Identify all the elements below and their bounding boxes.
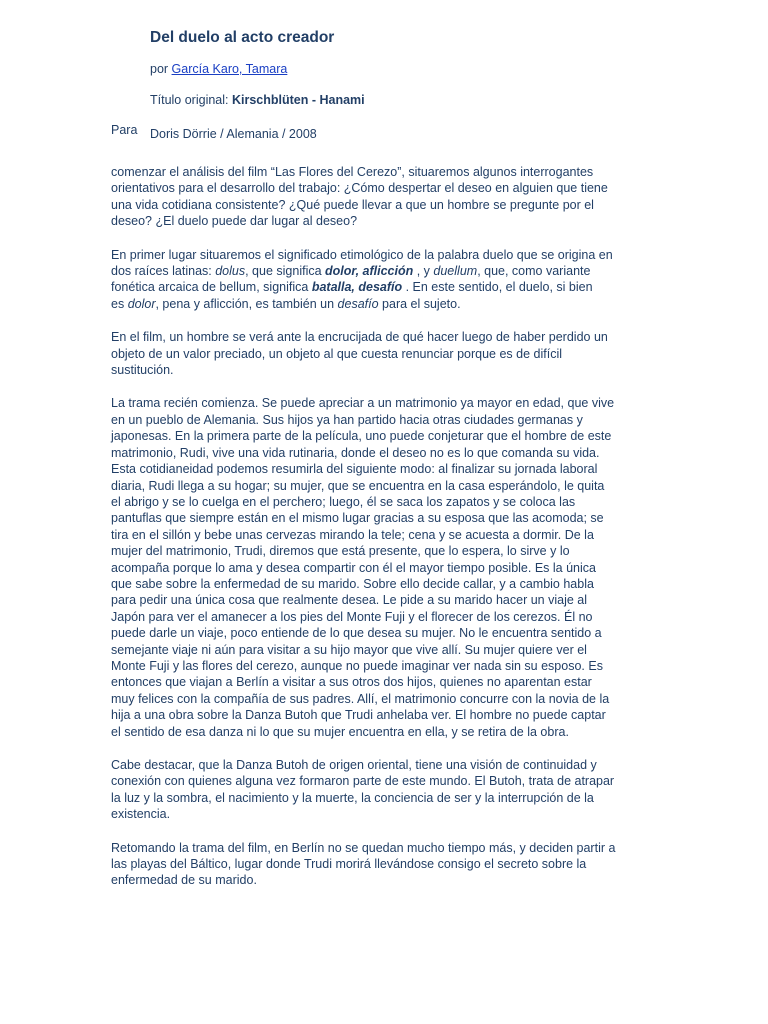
text-segment: es — [111, 296, 128, 311]
body-text — [111, 164, 659, 906]
strong-emphasis: batalla, desafío — [311, 280, 403, 295]
text-line: que sabe sobre la enfermedad de su marido. Sobre ello decide callar, y a cambio habla — [111, 576, 594, 591]
paragraph-5 — [111, 757, 659, 823]
author-link[interactable]: García Karo, Tamara — [171, 62, 288, 76]
text-line: matrimonio, Rudi, vive una vida rutinaria, donde el deseo no es lo que comanda su vida. — [111, 445, 600, 460]
text-line: objeto de un valor preciado, un objeto al que cuesta renunciar porque es de difícil — [111, 346, 562, 361]
text-line: una vida cotidiana consistente? ¿Qué puede llevar a que un hombre se pregunte por el — [111, 197, 594, 212]
text-line: enfermedad de su marido. — [111, 873, 257, 888]
original-title: Kirschblüten - Hanami — [231, 93, 365, 107]
document-title: Del duelo al acto creador — [150, 29, 335, 46]
director-line: Doris Dörrie / Alemania / 2008 — [150, 127, 317, 141]
text-line: comenzar el análisis del film “Las Flores del Cerezo”, situaremos algunos interrogantes — [111, 165, 594, 179]
text-line: Monte Fuji y las flores del cerezo, aunque no puede imaginar ver nada sin su esposo. Es — [111, 658, 603, 673]
original-title-line — [150, 93, 365, 107]
emphasis: desafío — [337, 296, 379, 311]
text-line — [111, 297, 461, 311]
emphasis: dolus — [215, 264, 246, 279]
text-segment: . En este sentido, el duelo, si bien — [402, 280, 593, 295]
original-title-label: Título original: — [150, 93, 232, 107]
text-line — [111, 280, 593, 294]
text-line: semejante viaje ni aún para visitar a su hijo mayor que vive allí. Su mujer quiere ver el — [111, 642, 587, 657]
strong-emphasis: dolor, aflicción — [325, 264, 414, 279]
text-line: puede darle un viaje, poco entiende de lo que desea su mujer. No le encuentra sentido a — [111, 626, 602, 641]
text-segment: , que significa — [245, 264, 326, 279]
text-line: existencia. — [111, 807, 171, 822]
text-segment: , y — [413, 264, 434, 279]
text-segment: , pena y aflicción, es también un — [155, 296, 338, 311]
paragraph-3 — [111, 329, 659, 378]
text-line: hija a una obra sobre la Danza Butoh que Trudi anhelaba ver. El hombre no puede captar — [111, 708, 606, 723]
text-line: En el film, un hombre se verá ante la encrucijada de qué hacer luego de haber perdido un — [111, 330, 608, 345]
text-line: para pedir una única cosa que realmente desea. Le pide a su marido hacer un viaje al — [111, 593, 588, 608]
text-line: mujer del matrimonio, Trudi, diremos que está presente, que lo espera, lo sirve y lo — [111, 544, 570, 559]
text-line: orientativos para el desarrollo del trabajo: ¿Cómo despertar el deseo en alguien que tiene — [111, 181, 608, 196]
text-line: el abrigo y se lo cuelga en el perchero; luego, él se saca los zapatos y se coloca las — [111, 494, 576, 509]
text-segment: para el sujeto. — [378, 296, 461, 311]
text-line: conexión con quienes alguna vez formaron parte de este mundo. El Butoh, trata de atrapar — [111, 774, 615, 789]
text-line: las playas del Báltico, lugar donde Trudi morirá llevándose consigo el secreto sobre la — [111, 857, 587, 872]
text-segment: dos raíces latinas: — [111, 264, 216, 279]
text-line — [111, 264, 590, 278]
text-line: la luz y la sombra, el nacimiento y la muerte, la conciencia de ser y la interrupción de la — [111, 790, 594, 805]
text-line: entonces que viajan a Berlín a visitar a sus otros dos hijos, quienes no aparentan estar — [111, 675, 592, 690]
paragraph-2 — [111, 247, 659, 313]
text-line: en un pueblo de Alemania. Sus hijos ya han partido hacia otras ciudades germanas y — [111, 412, 583, 427]
emphasis: dolor — [127, 296, 156, 311]
paragraph-6 — [111, 840, 659, 889]
text-line: La trama recién comienza. Se puede apreciar a un matrimonio ya mayor en edad, que vive — [111, 396, 615, 411]
text-line: tira en el sillón y bebe unas cervezas mirando la tele; cena y se acuesta a dormir. De la — [111, 527, 594, 542]
text-line: Esta cotidianeidad podemos resumirla del siguiente modo: al finalizar su jornada laboral — [111, 462, 598, 477]
text-line: diaria, Rudi llega a su hogar; su mujer, que se encuentra en la casa esperándolo, le quita — [111, 478, 605, 493]
text-line: sustitución. — [111, 363, 174, 378]
text-line: pantuflas que siempre están en el mismo lugar gracias a su esposa que las acomoda; se — [111, 511, 604, 526]
text-line: acompaña porque lo ama y desea compartir con él el mayor tiempo posible. Es la única — [111, 560, 596, 575]
text-line: Japón para ver el amanecer a los pies del Monte Fuji y el florecer de los cerezos. Él no — [111, 609, 593, 624]
text-line: En primer lugar situaremos el significado etimológico de la palabra duelo que se origina en — [111, 247, 613, 262]
text-line: deseo? ¿El duelo puede dar lugar al deseo? — [111, 214, 358, 229]
para-word: Para — [111, 123, 138, 137]
text-segment: , que, como variante — [477, 264, 591, 279]
paragraph-1 — [111, 164, 659, 230]
emphasis: duellum — [433, 264, 478, 279]
text-line: muy felices con la compañía de sus padres. Allí, el matrimonio concurre con la novia de la — [111, 691, 610, 706]
text-line: Cabe destacar, que la Danza Butoh de origen oriental, tiene una visión de continuidad y — [111, 758, 597, 772]
text-segment: fonética arcaica de bellum, significa — [111, 280, 312, 295]
author-line — [150, 62, 287, 76]
text-line: el sentido de esa danza ni lo que su mujer encuentra en ella, y se retira de la obra. — [111, 724, 569, 739]
paragraph-4 — [111, 395, 659, 740]
text-line: japonesas. En la primera parte de la película, uno puede conjeturar que el hombre de este — [111, 429, 612, 444]
text-line: Retomando la trama del film, en Berlín no se quedan mucho tiempo más, y deciden partir a — [111, 840, 616, 855]
author-prefix: por — [150, 62, 172, 76]
